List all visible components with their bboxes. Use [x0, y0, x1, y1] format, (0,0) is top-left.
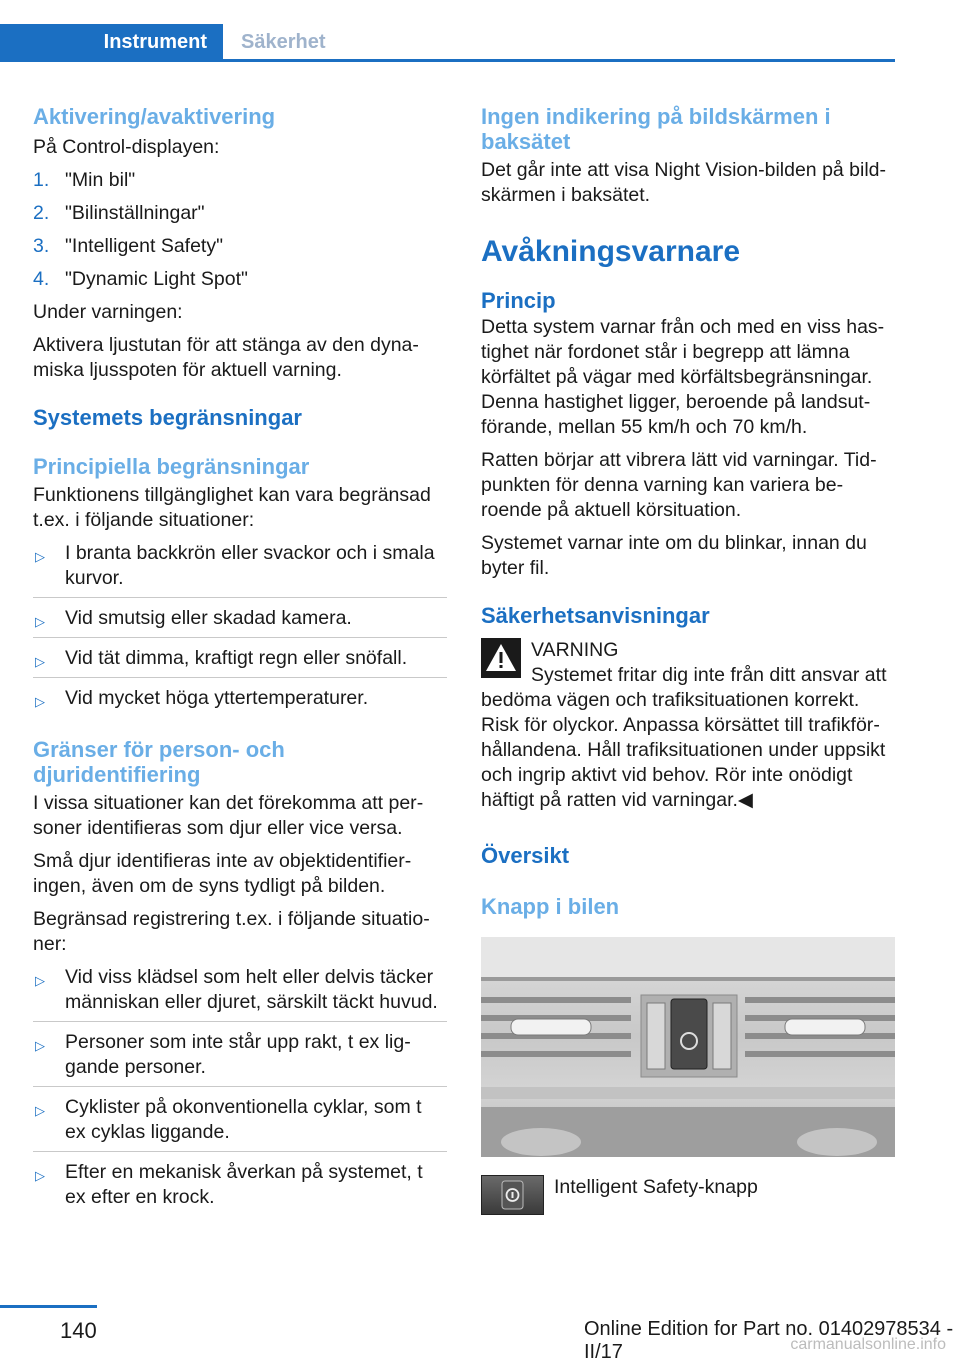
bullet-text: Vid smutsig eller skadad kamera. [65, 607, 352, 629]
list-item [33, 646, 447, 678]
bullet-text: Efter en mekanisk åverkan på systemet, t ex efter en krock. [65, 1161, 423, 1208]
warning-text: Systemet fritar dig inte från ditt ansvar att bedöma vägen och trafiksituationen korrekt. Risk för olyckor. Anpassa körsättet till trafikförhållandena. Håll trafiksituationen under uppsikt och ingrip aktivt vid behov. Rör inte onödigt häftigt på ratten vid varningar.◀ [481, 664, 887, 811]
list-item [33, 168, 447, 193]
bullet-text: Vid mycket höga yttertemperaturer. [65, 687, 369, 709]
watermark: carmanualsonline.info [790, 1336, 946, 1353]
steps-list [33, 168, 447, 292]
triangle-bullet-icon: ▷ [35, 973, 45, 988]
list-item [33, 1160, 447, 1216]
footer-rule [0, 1305, 97, 1308]
step-number: 2. [33, 202, 50, 224]
bullet-text: Vid tät dimma, kraftigt regn eller snöfall. [65, 647, 408, 669]
list-item [33, 965, 447, 1022]
paragraph-principle-3: Systemet varnar inte om du blinkar, innan du byter fil. [481, 532, 867, 579]
list-item [33, 1095, 447, 1152]
caption-text: Intelligent Safety-knapp [554, 1176, 758, 1198]
heading-person-animal: Gränser för person- och djuridentifiering [33, 737, 285, 787]
step-number: 3. [33, 235, 50, 257]
heading-lane-departure: Avåkningsvarnare [481, 235, 741, 268]
chapter-tabs [0, 24, 895, 62]
paragraph-person-3: Begränsad registrering t.ex. i följande situationer: [33, 908, 430, 955]
paragraph-principle-2: Ratten börjar att vibrera lätt vid varningar. Tidpunkten för denna varning kan variera beroende på aktuell körsituation. [481, 449, 877, 521]
triangle-bullet-icon: ▷ [35, 654, 45, 669]
triangle-bullet-icon: ▷ [35, 1168, 45, 1183]
warning-title: VARNING [531, 639, 619, 661]
warning-box [481, 638, 895, 813]
left-column [33, 104, 447, 1216]
list-item [33, 234, 447, 259]
heading-principal-limits: Principiella begränsningar [33, 454, 310, 479]
bullet-text: Cyklister på okonventionella cyklar, som t ex cyklas liggande. [65, 1096, 422, 1143]
intelligent-safety-button-icon [481, 1175, 544, 1215]
limits-bullet-list [33, 541, 447, 717]
paragraph-function: Funktionens tillgänglighet kan vara begränsad t.ex. i följande situationer: [33, 484, 431, 531]
heading-principle: Princip [481, 288, 556, 313]
tab-sakerhet[interactable]: Säkerhet [241, 31, 326, 53]
list-item [33, 541, 447, 598]
dashboard-button-photo [481, 937, 895, 1157]
paragraph-person-2: Små djur identifieras inte av objektidentifieringen, även om de syns tydligt på bilden. [33, 850, 412, 897]
triangle-bullet-icon: ▷ [35, 1038, 45, 1053]
warning-triangle-icon [481, 638, 521, 678]
detection-bullet-list [33, 965, 447, 1216]
bullet-text: Personer som inte står upp rakt, t ex liggande personer. [65, 1031, 411, 1078]
list-item [33, 606, 447, 638]
heading-activation: Aktivering/avaktivering [33, 104, 276, 129]
paragraph-under-warning: Under varningen: [33, 301, 183, 323]
bullet-text: Vid viss klädsel som helt eller delvis täcker människan eller djuret, särskilt täckt huvud. [65, 966, 438, 1013]
caption-row [481, 1175, 895, 1219]
list-item [33, 686, 447, 717]
step-text: "Min bil" [65, 169, 136, 191]
paragraph-principle-1: Detta system varnar från och med en viss hastighet när fordonet står i begrepp att lämna körfältet på vägar med körfältsbegränsningar. Denna hastighet ligger, beroende på landsutförande, mellan 55 km/h och 70 km/h. [481, 316, 885, 438]
heading-system-limits: Systemets begränsningar [33, 405, 302, 430]
step-number: 1. [33, 169, 50, 191]
bullet-text: I branta backkrön eller svackor och i smala kurvor. [65, 542, 435, 589]
edition-note: Online Edition for Part no. 01402978534 - II/17 [584, 1318, 954, 1362]
list-item [33, 1030, 447, 1087]
step-text: "Intelligent Safety" [65, 235, 224, 257]
list-item [33, 201, 447, 226]
paragraph-rear-seat: Det går inte att visa Night Vision-bilden på bildskärmen i baksätet. [481, 159, 887, 206]
triangle-bullet-icon: ▷ [35, 549, 45, 564]
step-text: "Dynamic Light Spot" [65, 268, 248, 290]
heading-safety-notes: Säkerhetsanvisningar [481, 603, 710, 628]
paragraph-activate: Aktivera ljustutan för att stänga av den dynamiska ljusspoten för aktuell varning. [33, 334, 419, 381]
step-text: "Bilinställningar" [65, 202, 205, 224]
triangle-bullet-icon: ▷ [35, 1103, 45, 1118]
right-column [481, 104, 895, 1219]
heading-rear-seat: Ingen indikering på bildskärmen i baksätet [481, 104, 831, 154]
paragraph-control-display: På Control-displayen: [33, 136, 220, 158]
heading-overview: Översikt [481, 843, 570, 868]
paragraph-person-1: I vissa situationer kan det förekomma att personer identifieras som djur eller vice versa. [33, 792, 424, 839]
list-item [33, 267, 447, 292]
triangle-bullet-icon: ▷ [35, 694, 45, 709]
step-number: 4. [33, 268, 50, 290]
heading-button-in-car: Knapp i bilen [481, 894, 620, 919]
tab-instrument[interactable]: Instrument [0, 24, 223, 59]
triangle-bullet-icon: ▷ [35, 614, 45, 629]
page-number: 140 [60, 1318, 97, 1343]
